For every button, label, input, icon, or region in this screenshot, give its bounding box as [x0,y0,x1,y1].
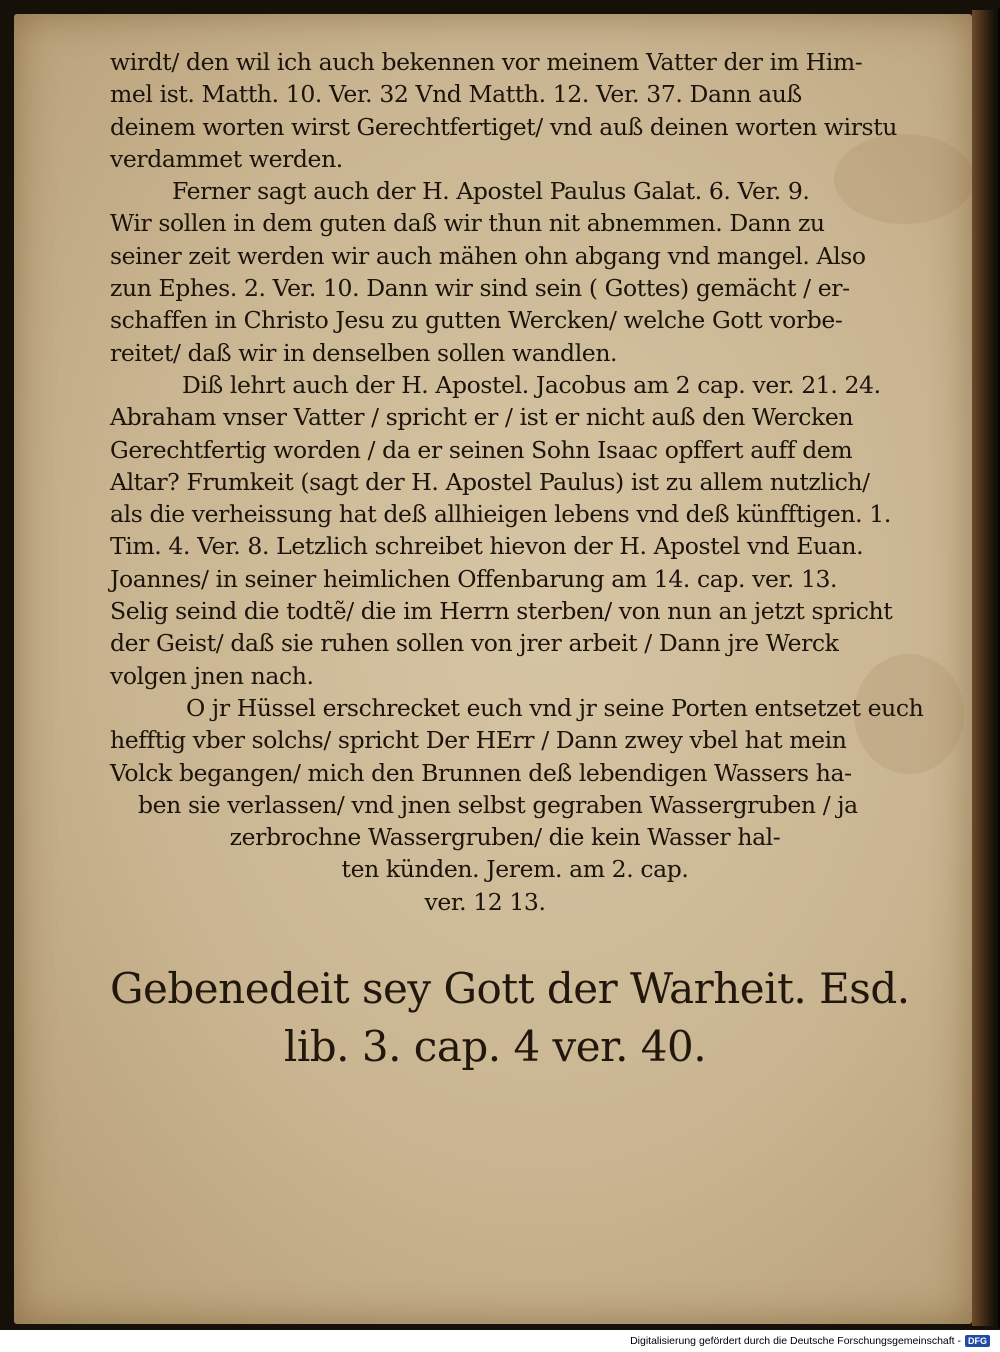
text-line: Selig seind die todtẽ/ die im Herrn sterben/ von nun an jetzt spricht [110,597,893,626]
text-line: O jr Hüssel erschrecket euch vnd jr seine Porten entsetzet euch [186,693,924,722]
text-line: Wir sollen in dem guten daß wir thun nit abnemmen. Dann zu [110,209,825,238]
closing-doxology [110,960,910,1076]
text-line: schaffen in Christo Jesu zu gutten Wercken/ welche Gott vorbe- [110,306,843,335]
text-line: reitet/ daß wir in denselben sollen wandlen. [110,338,618,367]
text-line: Abraham vnser Vatter / spricht er / ist er nicht auß den Wercken [110,403,854,432]
text-line: zerbrochne Wassergruben/ die kein Wasser hal- [229,823,781,852]
text-line: volgen jnen nach. [110,661,314,690]
doxology-reference: lib. 3. cap. 4 ver. 40. [283,1022,707,1071]
text-line: Volck begangen/ mich den Brunnen deß lebendigen Wassers ha- [110,758,852,787]
text-line: deinem worten wirst Gerechtfertiget/ vnd auß deinen worten wirstu [110,112,897,141]
text-line: ver. 12 13. [424,887,546,916]
text-line: Tim. 4. Ver. 8. Letzlich schreibet hievon der H. Apostel vnd Euan. [110,532,864,561]
text-line: zun Ephes. 2. Ver. 10. Dann wir sind sein ( Gottes) gemächt / er- [110,274,850,303]
text-line: ten künden. Jerem. am 2. cap. [341,855,689,884]
book-edge [972,10,994,1326]
dfg-logo-icon: DFG [965,1335,990,1347]
text-line: als die verheissung hat deß allhieigen lebens vnd deß künfftigen. 1. [110,500,891,529]
text-line: Gerechtfertig worden / da er seinen Sohn Isaac opffert auff dem [110,435,853,464]
digitization-footer [0,1330,1000,1352]
text-line: seiner zeit werden wir auch mähen ohn abgang vnd mangel. Also [110,241,866,270]
text-line: verdammet werden. [110,144,343,173]
footer-credit: Digitalisierung gefördert durch die Deutsche Forschungsgemeinschaft - [630,1335,961,1347]
text-line: Joannes/ in seiner heimlichen Offenbarung am 14. cap. ver. 13. [110,564,838,593]
text-line: Ferner sagt auch der H. Apostel Paulus Galat. 6. Ver. 9. [172,177,810,206]
body-text [110,46,924,918]
text-line: ben sie verlassen/ vnd jnen selbst gegraben Wassergruben / ja [138,790,858,819]
text-line: Diß lehrt auch der H. Apostel. Jacobus am 2 cap. ver. 21. 24. [182,370,881,399]
text-line: hefftig vber solchs/ spricht Der HErr / Dann zwey vbel hat mein [110,726,847,755]
text-line: der Geist/ daß sie ruhen sollen von jrer arbeit / Dann jre Werck [110,629,839,658]
doxology-line: Gebenedeit sey Gott der Warheit. Esd. [110,964,910,1013]
text-line: Altar? Frumkeit (sagt der H. Apostel Paulus) ist zu allem nutzlich/ [110,467,870,496]
text-line: wirdt/ den wil ich auch bekennen vor meinem Vatter der im Him- [110,48,863,76]
text-line: mel ist. Matth. 10. Ver. 32 Vnd Matth. 12. Ver. 37. Dann auß [110,80,802,109]
